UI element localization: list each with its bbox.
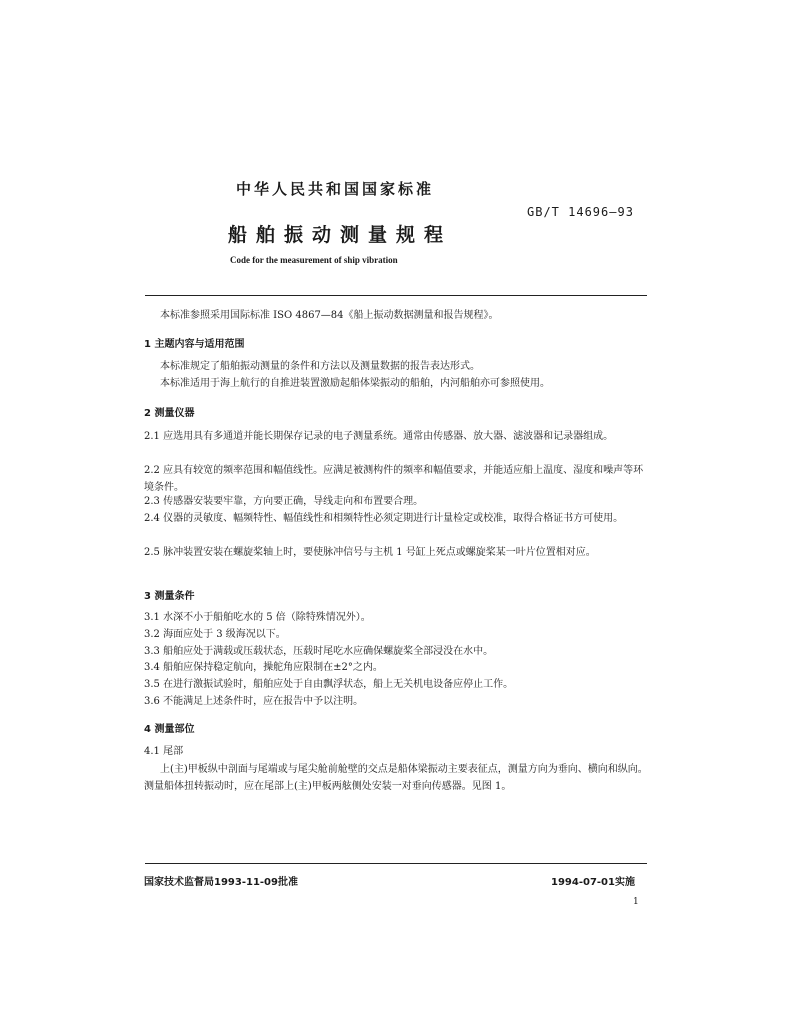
clause-2-1: 2.1 应选用具有多通道并能长期保存记录的电子测量系统。通常由传感器、放大器、滤波器和记录器组成。 [144,431,614,442]
clause-3-1: 3.1 水深不小于船舶吃水的 5 倍（除特殊情况外）。 [144,612,371,623]
clause-2-3: 2.3 传感器安装要牢靠，方向要正确，导线走向和布置要合理。 [144,496,424,507]
document-title-english: Code for the measurement of ship vibration [230,255,398,265]
clause-3-3: 3.3 船舶应处于满载或压载状态，压载时尾吃水应确保螺旋桨全部浸没在水中。 [144,646,494,657]
section-1-heading: 1 主题内容与适用范围 [144,339,245,350]
document-title: 船舶振动测量规程 [228,224,453,246]
standard-number: GB/T 14696—93 [527,205,634,219]
section-3-heading: 3 测量条件 [144,591,195,602]
section-4-heading: 4 测量部位 [144,724,195,735]
clause-3-4: 3.4 船舶应保持稳定航向，操舵角应限制在±2°之内。 [144,662,383,673]
approval-date: 国家技术监督局1993-11-09批准 [144,877,298,888]
clause-3-5: 3.5 在进行激振试验时，船舶应处于自由飘浮状态，船上无关机电设备应停止工作。 [144,679,514,690]
standard-org-heading: 中华人民共和国国家标准 [236,180,435,198]
clause-2-2: 2.2 应具有较宽的频率范围和幅值线性。应满足被测构件的频率和幅值要求，并能适应船上温度、湿度和噪声等环境条件。 [144,465,644,493]
header-rule [145,295,647,296]
clause-2-4: 2.4 仪器的灵敏度、幅频特性、幅值线性和相频特性必须定期进行计量检定或校准，取得合格证书方可使用。 [144,513,624,524]
page-number: 1 [633,897,639,907]
section-1-paragraph-2: 本标准适用于海上航行的自推进装置激励起船体梁振动的船舶，内河船舶亦可参照使用。 [160,378,550,389]
effective-date: 1994-07-01实施 [551,877,635,888]
clause-4-1-paragraph: 上(主)甲板纵中剖面与尾端或与尾尖舱前舱壁的交点是船体梁振动主要表征点，测量方向为垂向、横向和纵向。测量船体扭转振动时，应在尾部上(主)甲板两舷侧处安装一对垂向传感器。见图 1。 [144,764,648,792]
footer-rule [145,863,647,864]
clause-3-2: 3.2 海面应处于 3 级海况以下。 [144,629,286,640]
clause-3-6: 3.6 不能满足上述条件时，应在报告中予以注明。 [144,696,364,707]
intro-paragraph: 本标准参照采用国际标准 ISO 4867—84《船上振动数据测量和报告规程》。 [160,310,499,321]
section-2-heading: 2 测量仪器 [144,408,195,419]
clause-2-5: 2.5 脉冲装置安装在螺旋桨轴上时，要使脉冲信号与主机 1 号缸上死点或螺旋桨某一叶片位置相对应。 [144,547,596,558]
section-1-paragraph-1: 本标准规定了船舶振动测量的条件和方法以及测量数据的报告表达形式。 [160,361,480,372]
clause-4-1-heading: 4.1 尾部 [144,746,184,757]
